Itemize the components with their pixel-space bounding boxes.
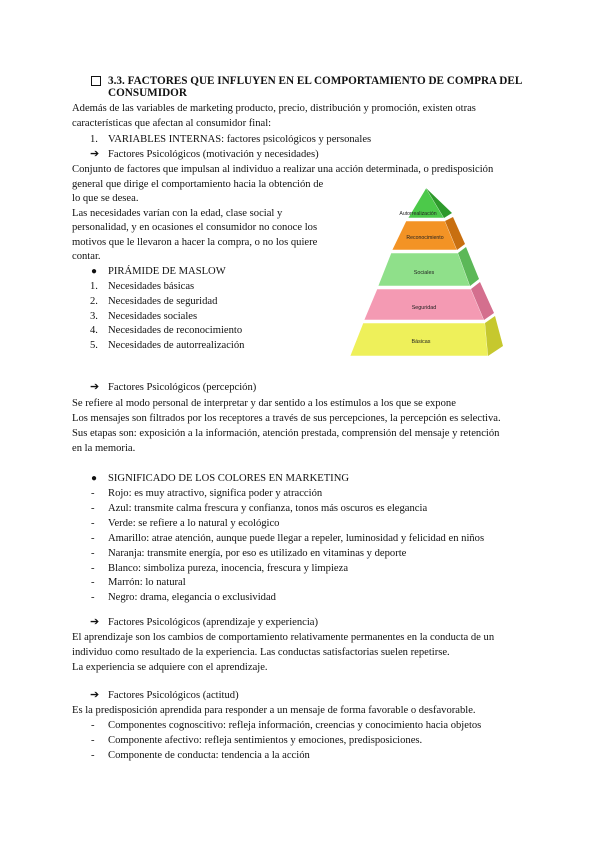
actitud-item: Componente afectivo: refleja sentimientos y emociones, predisposiciones. <box>108 735 423 746</box>
pyramid-label: Reconocimiento <box>406 235 444 241</box>
color-item: Rojo: es muy atractivo, significa poder y atracción <box>108 488 323 499</box>
aprendizaje-line1: El aprendizaje son los cambios de comportamiento relativamente permanentes en la conducta de un <box>72 632 495 643</box>
checkbox-icon <box>91 76 101 86</box>
actitud-item: Componente de conducta: tendencia a la acción <box>108 750 310 761</box>
arrow-icon: ➔ <box>90 148 100 160</box>
motivacion-p2-line1: Las necesidades varían con la edad, clase social y <box>72 208 283 219</box>
pyramid-label: Sociales <box>413 270 435 276</box>
motivacion-p2-line4: contar. <box>72 251 101 262</box>
arrow-icon: ➔ <box>90 616 100 628</box>
list-dash: - <box>91 488 95 499</box>
maslow-item: Necesidades de reconocimiento <box>108 325 243 336</box>
list-dash: - <box>91 518 95 529</box>
list-dash: - <box>91 592 95 603</box>
percepcion-title: Factores Psicológicos (percepción) <box>108 382 257 393</box>
actitud-title: Factores Psicológicos (actitud) <box>108 690 239 701</box>
maslow-item-number: 3. <box>90 311 98 322</box>
arrow-icon: ➔ <box>90 381 100 393</box>
actitud-item: Componentes cognoscitivo: refleja información, creencias y conocimiento hacia objetos <box>108 720 482 731</box>
pyramid-label: Básicas <box>411 339 431 345</box>
list-dash: - <box>91 503 95 514</box>
percepcion-line1: Se refiere al modo personal de interpretar y dar sentido a los estímulos a los que se expone <box>72 398 456 409</box>
pyramid-label: Seguridad <box>411 305 437 311</box>
maslow-item-number: 2. <box>90 296 98 307</box>
pyramid-side <box>485 316 503 356</box>
percepcion-line3: Sus etapas son: exposición a la información, atención prestada, comprensión del mensaje y retención <box>72 428 500 439</box>
percepcion-line4: en la memoria. <box>72 443 136 454</box>
motivacion-p1-line2: general que dirige el comportamiento hacia la obtención de <box>72 179 324 190</box>
motivacion-p2-line2: personalidad, y en ocasiones el consumidor no conoce los <box>72 222 318 233</box>
maslow-item: Necesidades de autorrealización <box>108 340 245 351</box>
color-item: Blanco: simboliza pureza, inocencia, frescura y limpieza <box>108 563 349 574</box>
motivacion-p1-line1: Conjunto de factores que impulsan al individuo a realizar una acción determinada, o predisposición <box>72 164 494 175</box>
color-item: Negro: drama, elegancia o exclusividad <box>108 592 276 603</box>
motivacion-p2-line3: motivos que le llevaron a hacer la compra, o no los quiere <box>72 237 318 248</box>
bullet-icon: ● <box>91 473 98 484</box>
maslow-item: Necesidades sociales <box>108 311 198 322</box>
variables-internas-text: VARIABLES INTERNAS: factores psicológicos y personales <box>108 134 372 145</box>
list-dash: - <box>91 750 95 761</box>
pyramid-label: Autorrealización <box>399 211 437 217</box>
color-item: Naranja: transmite energía, por eso es utilizado en vitaminas y deporte <box>108 548 407 559</box>
list-dash: - <box>91 720 95 731</box>
maslow-item-number: 5. <box>90 340 98 351</box>
maslow-item-number: 4. <box>90 325 98 336</box>
percepcion-line2: Los mensajes son filtrados por los receptores a través de sus percepciones, la percepción es selectiva. <box>72 413 501 424</box>
color-item: Azul: transmite calma frescura y confianza, tonos más oscuros es elegancia <box>108 503 428 514</box>
section-heading-line1: 3.3. FACTORES QUE INFLUYEN EN EL COMPORTAMIENTO DE COMPRA DEL <box>108 75 523 87</box>
list-dash: - <box>91 735 95 746</box>
aprendizaje-line3: La experiencia se adquiere con el aprendizaje. <box>72 662 268 673</box>
arrow-icon: ➔ <box>90 689 100 701</box>
intro-line2: características que afectan al consumidor final: <box>72 118 272 129</box>
intro-line1: Además de las variables de marketing producto, precio, distribución y promoción, existen otras <box>72 103 476 114</box>
color-item: Amarillo: atrae atención, aunque puede llegar a repeler, luminosidad y felicidad en niños <box>108 533 485 544</box>
maslow-pyramid <box>348 186 506 358</box>
aprendizaje-line2: individuo como resultado de la experiencia. Las conductas satisfactorias suelen repetirse. <box>72 647 450 658</box>
maslow-item: Necesidades básicas <box>108 281 195 292</box>
actitud-line1: Es la predisposición aprendida para responder a un mensaje de forma favorable o desfavorable. <box>72 705 476 716</box>
aprendizaje-title: Factores Psicológicos (aprendizaje y experiencia) <box>108 617 319 628</box>
maslow-item-number: 1. <box>90 281 98 292</box>
section-heading-line2: CONSUMIDOR <box>108 87 187 99</box>
motivacion-title: Factores Psicológicos (motivación y necesidades) <box>108 149 319 160</box>
color-item: Verde: se refiere a lo natural y ecológico <box>108 518 280 529</box>
maslow-title: PIRÁMIDE DE MASLOW <box>108 266 226 277</box>
list-dash: - <box>91 548 95 559</box>
variables-internas-number: 1. <box>90 134 98 145</box>
list-dash: - <box>91 563 95 574</box>
list-dash: - <box>91 577 95 588</box>
color-item: Marrón: lo natural <box>108 577 186 588</box>
colores-title: SIGNIFICADO DE LOS COLORES EN MARKETING <box>108 473 350 484</box>
maslow-item: Necesidades de seguridad <box>108 296 218 307</box>
bullet-icon: ● <box>91 266 98 277</box>
motivacion-p1-line3: lo que se desea. <box>72 193 139 204</box>
list-dash: - <box>91 533 95 544</box>
